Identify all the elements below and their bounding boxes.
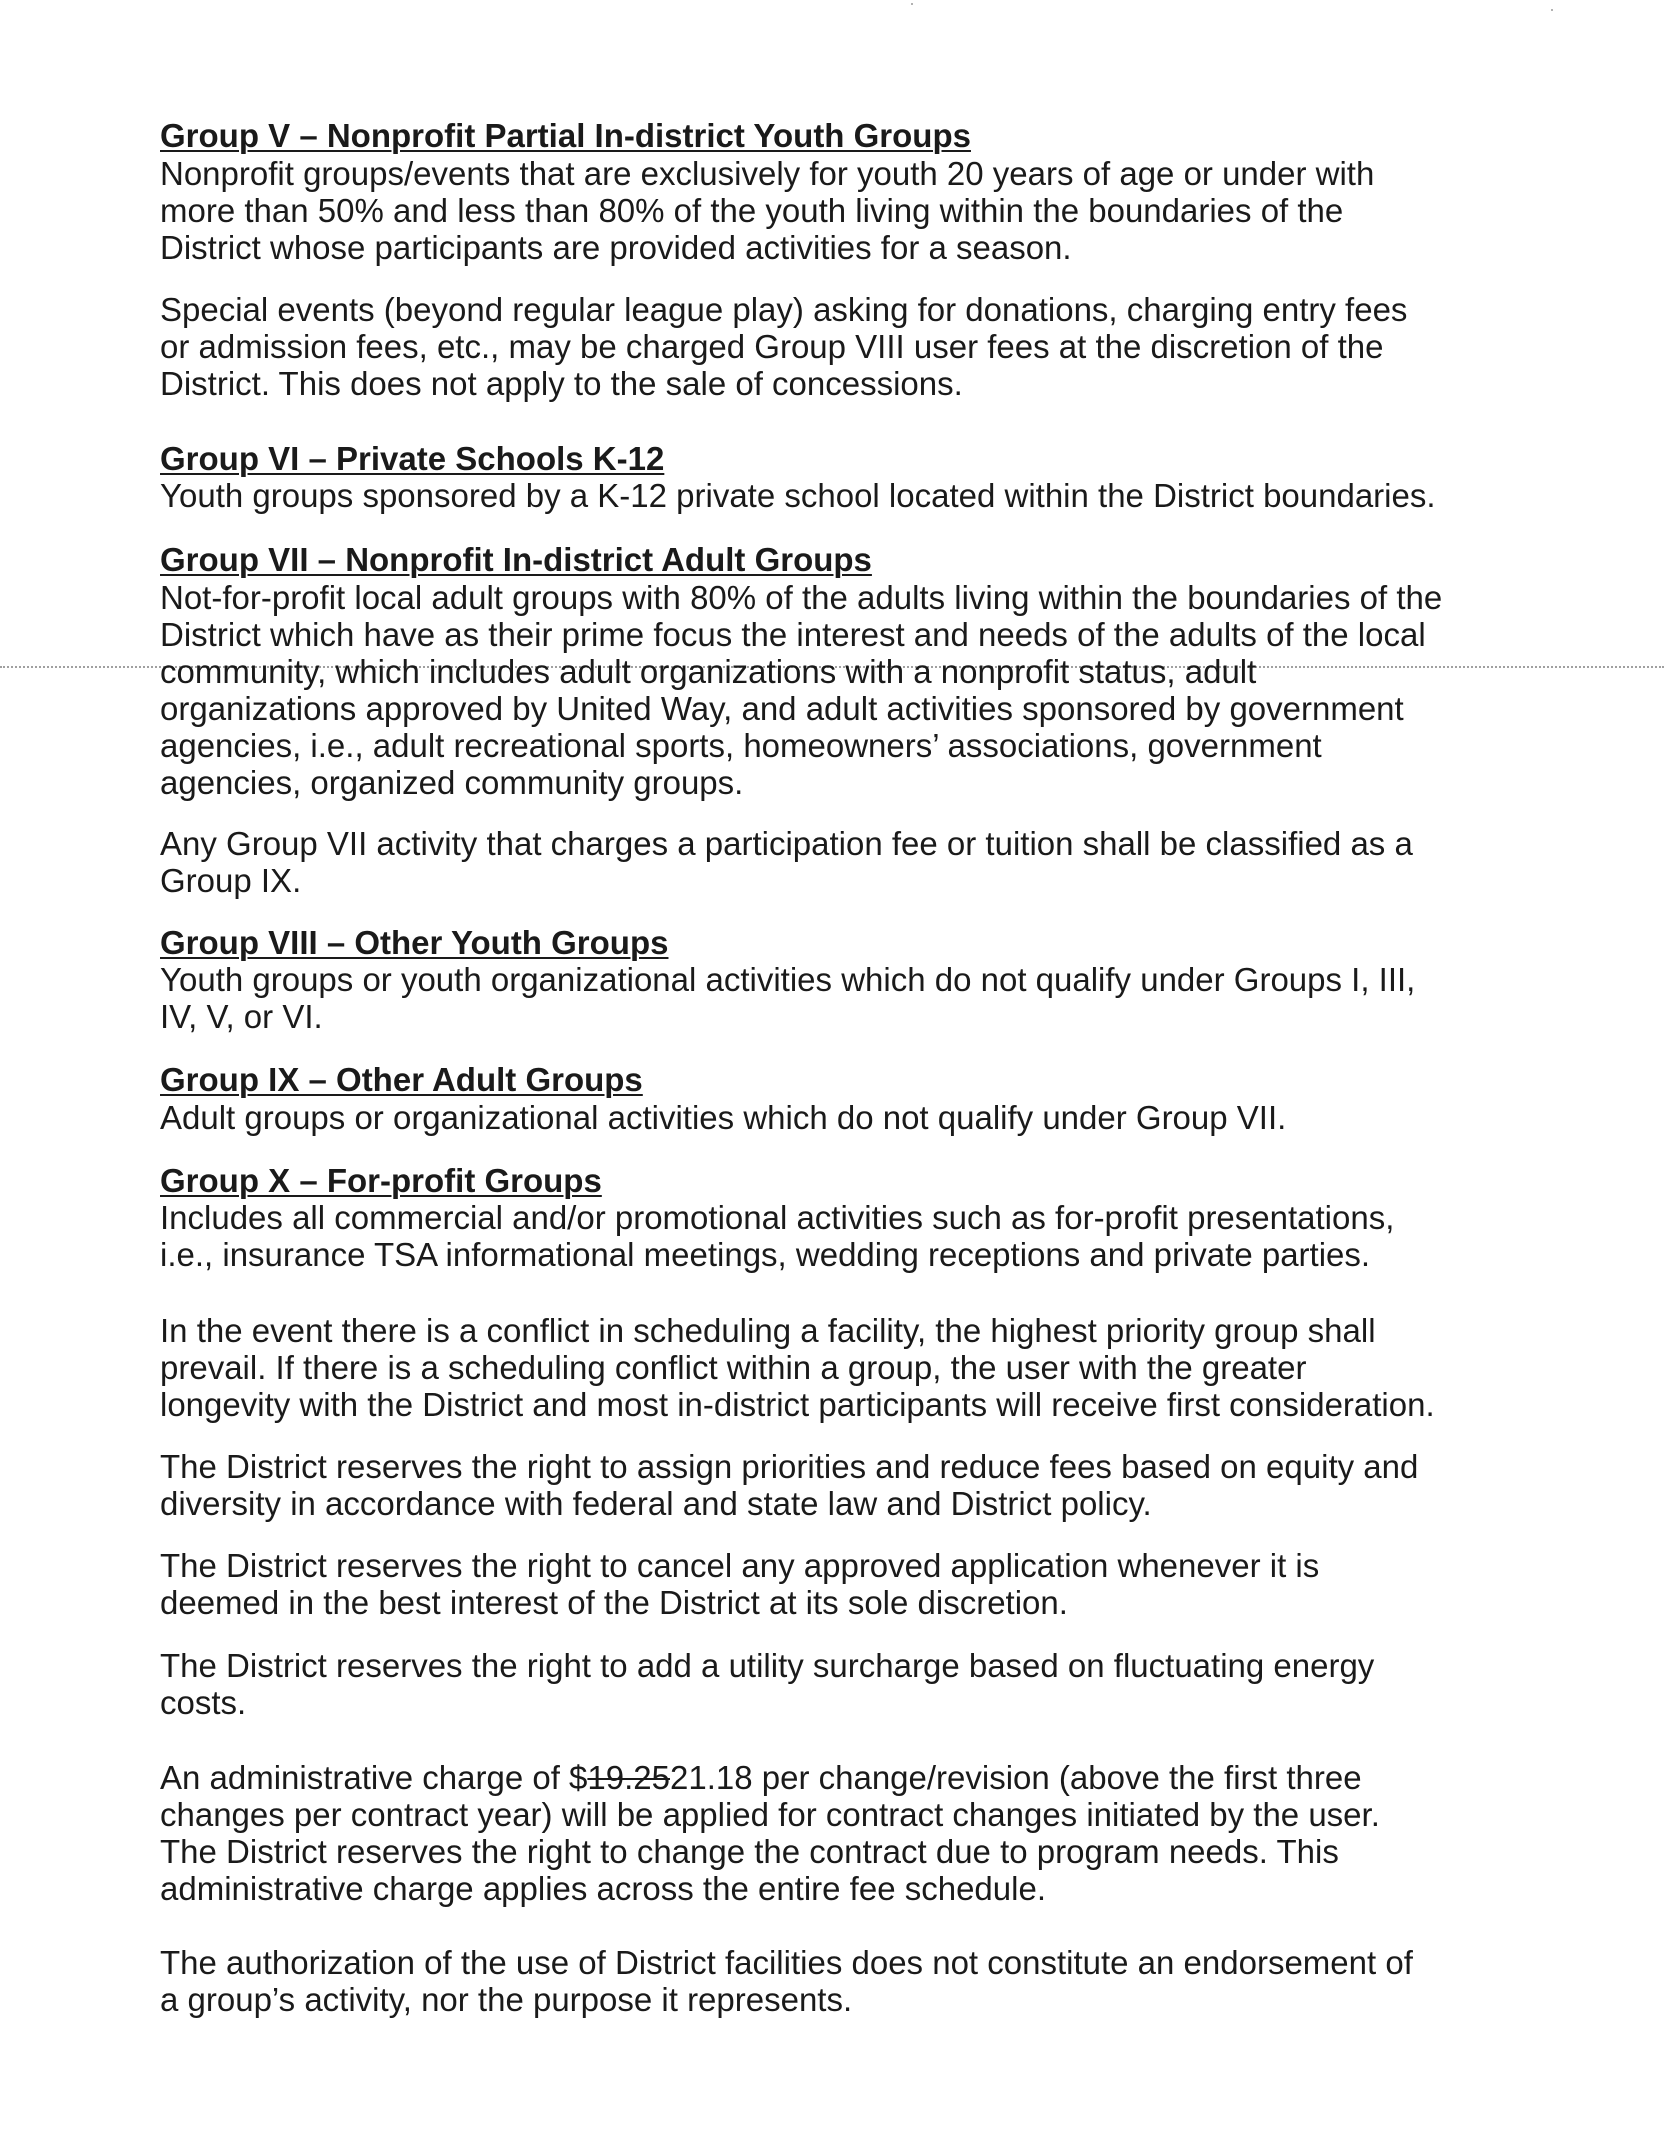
text-line: District whose participants are provided activities for a season. — [160, 229, 1072, 266]
text-line: administrative charge applies across the entire fee schedule. — [160, 1870, 1046, 1907]
text-line: Includes all commercial and/or promotional activities such as for-profit presentations, — [160, 1199, 1395, 1236]
group-vi-heading: Group VI – Private Schools K-12 — [160, 440, 665, 477]
text-line: Group IX. — [160, 862, 302, 899]
text-line: IV, V, or VI. — [160, 998, 323, 1035]
text-line: Special events (beyond regular league play) asking for donations, charging entry fees — [160, 291, 1408, 328]
text-line: Youth groups sponsored by a K-12 private school located within the District boundaries. — [160, 477, 1436, 514]
group-vii-description — [160, 579, 1500, 801]
text-line: The District reserves the right to change the contract due to program needs. This — [160, 1833, 1339, 1870]
text-line: The authorization of the use of District facilities does not constitute an endorsement of — [160, 1944, 1413, 1981]
text-line: The District reserves the right to add a utility surcharge based on fluctuating energy — [160, 1647, 1375, 1684]
surcharge-paragraph — [160, 1647, 1500, 1721]
text-line: community, which includes adult organizations with a nonprofit status, adult — [160, 653, 1257, 690]
text-line: In the event there is a conflict in scheduling a facility, the highest priority group shall — [160, 1312, 1376, 1349]
struck-old-amount: 19.25 — [587, 1759, 670, 1796]
scan-speck — [911, 3, 913, 5]
group-viii-heading: Group VIII – Other Youth Groups — [160, 924, 669, 961]
text-line: longevity with the District and most in-district participants will receive first consideration. — [160, 1386, 1435, 1423]
text-line: changes per contract year) will be applied for contract changes initiated by the user. — [160, 1796, 1380, 1833]
text-line: a group’s activity, nor the purpose it represents. — [160, 1981, 853, 2018]
text-line: diversity in accordance with federal and state law and District policy. — [160, 1485, 1152, 1522]
group-x-heading: Group X – For-profit Groups — [160, 1162, 602, 1199]
text-line — [160, 1759, 1500, 1796]
text-line: agencies, organized community groups. — [160, 764, 744, 801]
new-amount: 21.18 — [669, 1759, 753, 1796]
text-line: deemed in the best interest of the District at its sole discretion. — [160, 1584, 1068, 1621]
text-line: Any Group VII activity that charges a participation fee or tuition shall be classified as a — [160, 825, 1413, 862]
admin-charge-suffix: per change/revision (above the first three — [752, 1759, 1362, 1796]
admin-charge-prefix: An administrative charge of $ — [160, 1759, 588, 1796]
text-line: i.e., insurance TSA informational meetings, wedding receptions and private parties. — [160, 1236, 1371, 1273]
scheduling-conflict-paragraph — [160, 1312, 1500, 1423]
group-v-description — [160, 155, 1500, 266]
group-vii-heading: Group VII – Nonprofit In-district Adult Groups — [160, 541, 872, 578]
text-line: prevail. If there is a scheduling conflict within a group, the user with the greater — [160, 1349, 1307, 1386]
text-line: Adult groups or organizational activities which do not qualify under Group VII. — [160, 1099, 1287, 1136]
administrative-charge-paragraph — [160, 1759, 1500, 1907]
text-line: District which have as their prime focus the interest and needs of the adults of the local — [160, 616, 1426, 653]
authorization-paragraph — [160, 1944, 1500, 2018]
text-line: organizations approved by United Way, and adult activities sponsored by government — [160, 690, 1404, 727]
text-line: or admission fees, etc., may be charged Group VIII user fees at the discretion of the — [160, 328, 1384, 365]
text-line: The District reserves the right to cancel any approved application whenever it is — [160, 1547, 1320, 1584]
text-line: Not-for-profit local adult groups with 80% of the adults living within the boundaries of the — [160, 579, 1443, 616]
text-line: costs. — [160, 1684, 247, 1721]
scan-speck — [1551, 9, 1553, 11]
priorities-paragraph — [160, 1448, 1500, 1522]
text-line: Youth groups or youth organizational activities which do not qualify under Groups I, III, — [160, 961, 1416, 998]
text-line: Nonprofit groups/events that are exclusively for youth 20 years of age or under with — [160, 155, 1375, 192]
group-ix-heading: Group IX – Other Adult Groups — [160, 1061, 643, 1098]
group-vii-fee-note — [160, 825, 1500, 899]
group-viii-description — [160, 961, 1500, 1035]
text-line: agencies, i.e., adult recreational sports, homeowners’ associations, government — [160, 727, 1322, 764]
text-line: The District reserves the right to assign priorities and reduce fees based on equity and — [160, 1448, 1419, 1485]
text-line: more than 50% and less than 80% of the youth living within the boundaries of the — [160, 192, 1344, 229]
text-line: District. This does not apply to the sale of concessions. — [160, 365, 963, 402]
cancellation-paragraph — [160, 1547, 1500, 1621]
group-v-special-events — [160, 291, 1500, 402]
group-x-description — [160, 1199, 1500, 1273]
group-vi-description — [160, 477, 1500, 514]
group-ix-description — [160, 1099, 1500, 1136]
group-v-heading: Group V – Nonprofit Partial In-district Youth Groups — [160, 117, 971, 154]
